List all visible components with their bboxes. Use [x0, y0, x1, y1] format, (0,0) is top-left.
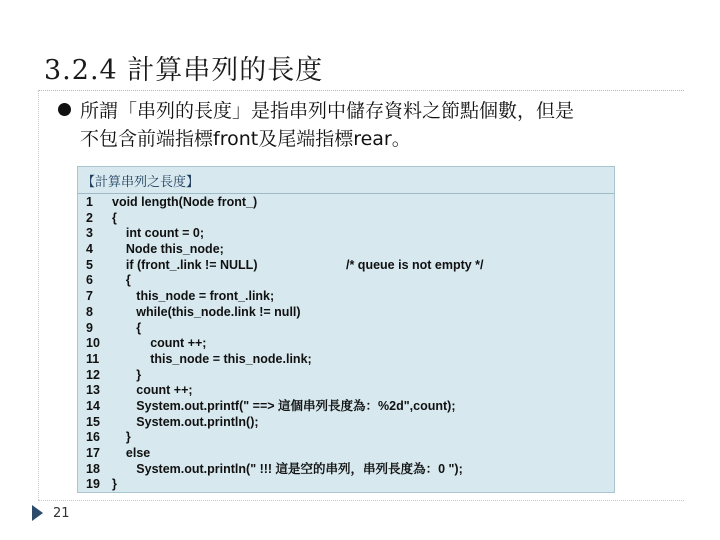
slide-title: 3.2.4 計算串列的長度 — [44, 55, 324, 86]
line-number: 12 — [86, 367, 100, 382]
bullet-dot-icon — [58, 103, 71, 116]
line-number: 14 — [86, 398, 100, 413]
code-line — [78, 368, 614, 384]
code-line — [78, 446, 614, 462]
code-text: void length(Node front_) — [112, 195, 258, 209]
code-line — [78, 305, 614, 321]
code-text: System.out.println(" !!! 這是空的串列，串列長度為：0 "); — [112, 461, 463, 476]
line-number: 7 — [86, 289, 93, 304]
code-line — [78, 258, 614, 274]
page-arrow-icon — [32, 505, 43, 521]
line-number: 5 — [86, 257, 93, 272]
code-line — [78, 289, 614, 305]
code-text: { — [112, 320, 142, 335]
code-line — [78, 211, 614, 227]
code-text: while(this_node.link != null) — [112, 304, 301, 319]
code-text: this_node = this_node.link; — [112, 351, 312, 366]
code-text: } — [112, 430, 131, 445]
line-number: 4 — [86, 242, 93, 257]
line-number: 15 — [86, 414, 100, 429]
line-number: 8 — [86, 304, 93, 319]
code-text: Node this_node; — [112, 242, 224, 257]
code-line — [78, 352, 614, 368]
code-text: { — [112, 273, 131, 288]
line-number: 19 — [86, 477, 100, 492]
code-text: { — [112, 210, 117, 225]
line-number: 13 — [86, 383, 100, 398]
code-header-divider — [78, 193, 614, 194]
line-number: 9 — [86, 320, 93, 335]
code-text: } — [112, 367, 142, 382]
code-line — [78, 242, 614, 258]
code-header: 【計算串列之長度】 — [82, 175, 200, 190]
code-comment: /* queue is not empty */ — [346, 257, 484, 272]
code-text: System.out.printf(" ==> 這個串列長度為：%2d",count); — [112, 398, 456, 413]
line-number: 10 — [86, 336, 100, 351]
code-text: count ++; — [112, 336, 207, 351]
code-text: } — [112, 477, 117, 492]
line-number: 16 — [86, 430, 100, 445]
page-number: 21 — [53, 506, 70, 521]
bullet-text — [80, 97, 680, 153]
line-number: 6 — [86, 273, 93, 288]
line-number: 18 — [86, 461, 100, 476]
line-number: 17 — [86, 446, 100, 460]
code-box — [77, 166, 615, 493]
code-text: count ++; — [112, 383, 193, 398]
code-line — [78, 321, 614, 337]
code-text: else — [112, 446, 151, 460]
line-number: 11 — [86, 351, 100, 366]
code-line — [78, 226, 614, 242]
title-divider — [38, 90, 684, 91]
code-line — [78, 462, 614, 478]
code-line — [78, 415, 614, 431]
code-line — [78, 383, 614, 399]
code-text: int count = 0; — [112, 226, 205, 241]
code-line — [78, 399, 614, 415]
bullet-line-1: 所謂「串列的長度」是指串列中儲存資料之節點個數，但是 — [80, 100, 575, 122]
code-line — [78, 430, 614, 446]
left-divider — [38, 90, 39, 500]
line-number: 3 — [86, 226, 93, 241]
code-text: this_node = front_.link; — [112, 289, 275, 304]
code-text: if (front_.link != NULL) — [112, 257, 258, 272]
code-listing — [78, 195, 614, 493]
code-line — [78, 195, 614, 211]
footer-divider — [38, 500, 684, 501]
code-line — [78, 273, 614, 289]
code-line — [78, 477, 614, 493]
line-number: 2 — [86, 210, 93, 225]
bullet-line-2: 不包含前端指標front及尾端指標rear。 — [80, 128, 411, 150]
code-line — [78, 336, 614, 352]
line-number: 1 — [86, 195, 93, 209]
code-text: System.out.println(); — [112, 414, 259, 429]
